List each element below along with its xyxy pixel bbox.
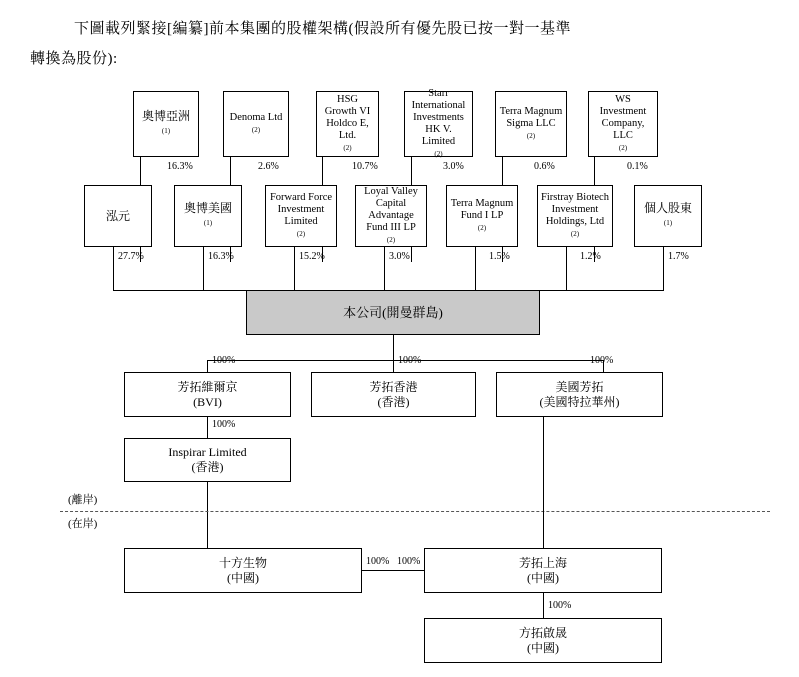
subsidiary-box-1 — [311, 372, 476, 417]
pct-row1-3: 3.0% — [443, 161, 464, 172]
shareholder-name-row1-0: 奧博亞洲 — [141, 109, 190, 123]
company-jurisdiction: (開曼群島) — [382, 304, 443, 320]
subsidiary-name-0: 芳拓維爾京 — [177, 379, 238, 394]
shareholder-sup-row1-0: (1) — [161, 127, 171, 135]
pct-row2-2: 15.2% — [299, 251, 325, 262]
connector-row2-4 — [475, 247, 476, 290]
pct-row2-5: 1.2% — [580, 251, 601, 262]
connector-inspirar-down — [207, 482, 208, 548]
inspirar-box — [124, 438, 291, 482]
shareholder-box-row2-1 — [174, 185, 242, 247]
shareholder-name-row2-6: 個人股東 — [643, 201, 692, 215]
shareholder-sup-row2-5: (2) — [570, 230, 580, 238]
onshore-jurisdiction-0: (中國) — [226, 570, 259, 585]
onshore-box-0 — [124, 548, 362, 593]
shareholder-name-row2-0: 泓元 — [105, 208, 130, 223]
shareholder-box-row2-2 — [265, 185, 337, 247]
company-label: 本公司 — [343, 304, 383, 320]
connector-sub-1 — [393, 360, 394, 372]
pct-row2-6: 1.7% — [668, 251, 689, 262]
onshore-name-1: 芳拓上海 — [518, 555, 567, 570]
pct-row1-2: 10.7% — [352, 161, 378, 172]
subsidiary-jurisdiction-0: (BVI) — [193, 394, 222, 409]
onshore-child-jurisdiction: (中國) — [526, 640, 559, 655]
shareholder-box-row2-6 — [634, 185, 702, 247]
shareholder-sup-row1-3: (2) — [434, 150, 443, 158]
pct-sub-2: 100% — [590, 355, 614, 366]
onshore-child-name: 方拓啟晟 — [518, 625, 567, 640]
connector-shanghai-down — [543, 417, 544, 548]
connector-onshore-child — [543, 593, 544, 618]
subsidiary-name-1: 芳拓香港 — [369, 379, 418, 394]
pct-onshore-child: 100% — [548, 600, 572, 611]
shareholder-sup-row1-4: (2) — [526, 132, 536, 140]
onshore-child-box — [424, 618, 662, 663]
connector-row2-5 — [566, 247, 567, 290]
connector-sub-0 — [207, 360, 208, 372]
onshore-box-1 — [424, 548, 662, 593]
pct-inspirar: 100% — [212, 419, 236, 430]
connector-row2-0 — [113, 247, 114, 290]
shareholder-name-row2-2: Forward Force Investment Limited — [269, 192, 333, 227]
shareholder-name-row2-5: Firstray Biotech Investment Holdings, Ltd — [541, 192, 609, 227]
pct-row2-1: 16.3% — [208, 251, 234, 262]
shareholder-box-row1-3 — [404, 88, 473, 158]
shareholder-box-row2-0 — [84, 185, 152, 247]
connector-row2-3 — [384, 247, 385, 290]
shareholder-sup-row1-2: (2) — [343, 144, 352, 152]
pct-row1-4: 0.6% — [534, 161, 555, 172]
onshore-label: (在岸) — [68, 518, 98, 530]
shareholder-name-row1-2: HSG Growth VI Holdco E, Ltd. — [324, 94, 371, 141]
intro-line-2: 轉換為股份): — [30, 51, 118, 67]
onshore-jurisdiction-1: (中國) — [526, 570, 559, 585]
shareholder-name-row2-3: Loyal Valley Capital Advantage Fund III LP — [364, 186, 418, 233]
pct-row2-3: 3.0% — [389, 251, 410, 262]
pct-onshore-0: 100% — [366, 556, 390, 567]
pct-row2-0: 27.7% — [118, 251, 144, 262]
shareholder-box-row1-4 — [495, 91, 567, 157]
shareholder-name-row2-1: 奧博美國 — [183, 201, 232, 215]
shareholder-sup-row1-1: (2) — [251, 126, 261, 134]
shareholder-box-row1-1 — [223, 91, 289, 157]
intro-text-a: 下圖載列緊接 — [74, 21, 168, 37]
subsidiary-box-0 — [124, 372, 291, 417]
shareholder-sup-row1-5: (2) — [618, 144, 628, 152]
connector-row2-6 — [663, 247, 664, 290]
shareholder-name-row1-1: Denoma Ltd — [229, 112, 283, 123]
inspirar-name: Inspirar Limited — [168, 445, 247, 459]
pct-onshore-1: 100% — [397, 556, 421, 567]
shareholder-box-row1-0 — [133, 91, 199, 157]
shareholder-box-row2-4 — [446, 185, 518, 247]
subsidiary-jurisdiction-2: (美國特拉華州) — [539, 394, 620, 409]
bus-onshore-link — [362, 570, 424, 571]
pct-row2-4: 1.5% — [489, 251, 510, 262]
shareholder-name-row2-4: Terra Magnum Fund I LP — [450, 198, 514, 221]
company-box — [246, 290, 540, 335]
shareholder-box-row1-5 — [588, 91, 658, 157]
offshore-onshore-divider — [60, 511, 770, 512]
intro-text-b: 前本集團的股權架構(假設所有優先股已按一對一基準 — [209, 21, 572, 37]
pct-sub-0: 100% — [212, 355, 236, 366]
pct-row1-0: 16.3% — [167, 161, 193, 172]
subsidiary-name-2: 美國芳拓 — [555, 379, 604, 394]
subsidiary-box-2 — [496, 372, 663, 417]
connector-row2-2 — [294, 247, 295, 290]
shareholder-sup-row2-1: (1) — [203, 219, 213, 227]
shareholder-name-row1-3: Starr International Investments HK V. Limited — [411, 88, 466, 147]
shareholder-name-row1-5: WS Investment Company, LLC — [599, 94, 647, 141]
connector-company-down — [393, 335, 394, 360]
pct-sub-1: 100% — [398, 355, 422, 366]
shareholder-name-row1-4: Terra Magnum Sigma LLC — [499, 106, 563, 129]
shareholder-sup-row2-6: (1) — [663, 219, 673, 227]
offshore-label: (離岸) — [68, 494, 98, 506]
shareholder-box-row1-2 — [316, 91, 379, 157]
intro-bracket-token: [編纂] — [167, 21, 210, 37]
inspirar-jurisdiction: (香港) — [191, 460, 224, 474]
shareholder-box-row2-5 — [537, 185, 613, 247]
subsidiary-jurisdiction-1: (香港) — [377, 394, 410, 409]
connector-row2-1 — [203, 247, 204, 290]
shareholder-sup-row2-4: (2) — [477, 224, 487, 232]
pct-row1-5: 0.1% — [627, 161, 648, 172]
pct-row1-1: 2.6% — [258, 161, 279, 172]
intro-paragraph — [30, 14, 770, 74]
shareholder-sup-row2-3: (2) — [386, 236, 396, 244]
shareholder-sup-row2-2: (2) — [296, 230, 306, 238]
onshore-name-0: 十方生物 — [218, 555, 267, 570]
shareholder-box-row2-3 — [355, 185, 427, 247]
connector-inspirar — [207, 417, 208, 438]
